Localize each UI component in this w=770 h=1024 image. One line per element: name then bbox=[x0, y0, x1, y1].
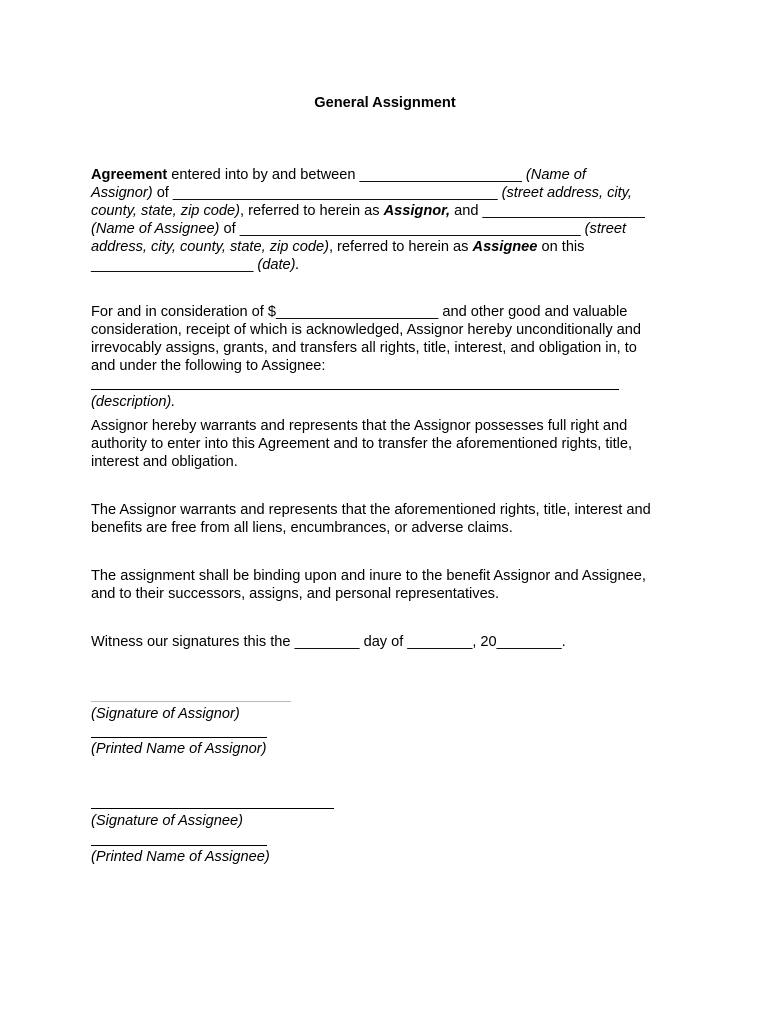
binding-paragraph bbox=[91, 567, 681, 603]
intro-text: of __________________________________________ bbox=[219, 221, 585, 237]
assignor-printed-name-line bbox=[91, 737, 267, 738]
agreement-label: Agreement bbox=[91, 167, 168, 183]
paragraph-line: benefits are free from all liens, encumbrances, or adverse claims. bbox=[91, 520, 513, 536]
description-label: (description). bbox=[91, 394, 176, 410]
intro-text: (street bbox=[584, 221, 627, 237]
intro-text: and ____________________ bbox=[450, 203, 645, 219]
paragraph-line: interest and obligation. bbox=[91, 454, 238, 470]
assignee-signature-label: (Signature of Assignee) bbox=[91, 813, 243, 829]
paragraph-line: and to their successors, assigns, and personal representatives. bbox=[91, 586, 500, 602]
paragraph-line: The assignment shall be binding upon and inure to the benefit Assignor and Assignee, bbox=[91, 568, 646, 584]
paragraph-line: Assignor hereby warrants and represents that the Assignor possesses full right and bbox=[91, 418, 628, 434]
intro-text: address, city, county, state, zip code) bbox=[91, 239, 329, 255]
paragraph-line: and under the following to Assignee: bbox=[91, 358, 326, 374]
intro-paragraph bbox=[91, 166, 681, 274]
assignee-printed-name-label: (Printed Name of Assignee) bbox=[91, 849, 270, 865]
intro-text: county, state, zip code) bbox=[91, 203, 240, 219]
intro-text: (street address, city, bbox=[501, 185, 632, 201]
intro-text: entered into by and between ____________________ bbox=[167, 167, 526, 183]
paragraph-line: For and in consideration of $____________________ and other good and valuable bbox=[91, 304, 628, 320]
paragraph-line: The Assignor warrants and represents that the aforementioned rights, title, interest and bbox=[91, 502, 651, 518]
paragraph-line: consideration, receipt of which is acknowledged, Assignor hereby unconditionally and bbox=[91, 322, 642, 338]
witness-line bbox=[91, 633, 681, 651]
assignee-term: Assignee bbox=[472, 239, 538, 255]
date-label: (date). bbox=[257, 257, 300, 273]
assignor-printed-name-label: (Printed Name of Assignor) bbox=[91, 741, 267, 757]
paragraph-line: irrevocably assigns, grants, and transfers all rights, title, interest, and obligation in, to bbox=[91, 340, 637, 356]
intro-text: (Name of bbox=[525, 167, 586, 183]
assignee-signature-line bbox=[91, 808, 334, 809]
intro-text: on this bbox=[537, 239, 585, 255]
intro-text: (Name of Assignee) bbox=[91, 221, 220, 237]
intro-text: Assignor) bbox=[91, 185, 153, 201]
assignee-printed-name-line bbox=[91, 845, 267, 846]
document-title: General Assignment bbox=[314, 95, 456, 111]
paragraph-line: authority to enter into this Agreement and to transfer the aforementioned rights, title, bbox=[91, 436, 633, 452]
assignor-term: Assignor, bbox=[383, 203, 451, 219]
description-line bbox=[91, 389, 619, 390]
intro-text: of ________________________________________ bbox=[152, 185, 502, 201]
intro-text: , referred to herein as bbox=[328, 239, 473, 255]
warranty-liens-paragraph bbox=[91, 501, 681, 537]
intro-text: , referred to herein as bbox=[240, 203, 384, 219]
assignor-signature-label: (Signature of Assignor) bbox=[91, 706, 240, 722]
witness-text: Witness our signatures this the ________ day of ________, 20________. bbox=[91, 634, 566, 650]
warranty-authority-paragraph bbox=[91, 417, 681, 471]
assignor-signature-line bbox=[91, 701, 291, 702]
date-blank: ____________________ bbox=[91, 257, 258, 273]
consideration-paragraph bbox=[91, 303, 681, 375]
